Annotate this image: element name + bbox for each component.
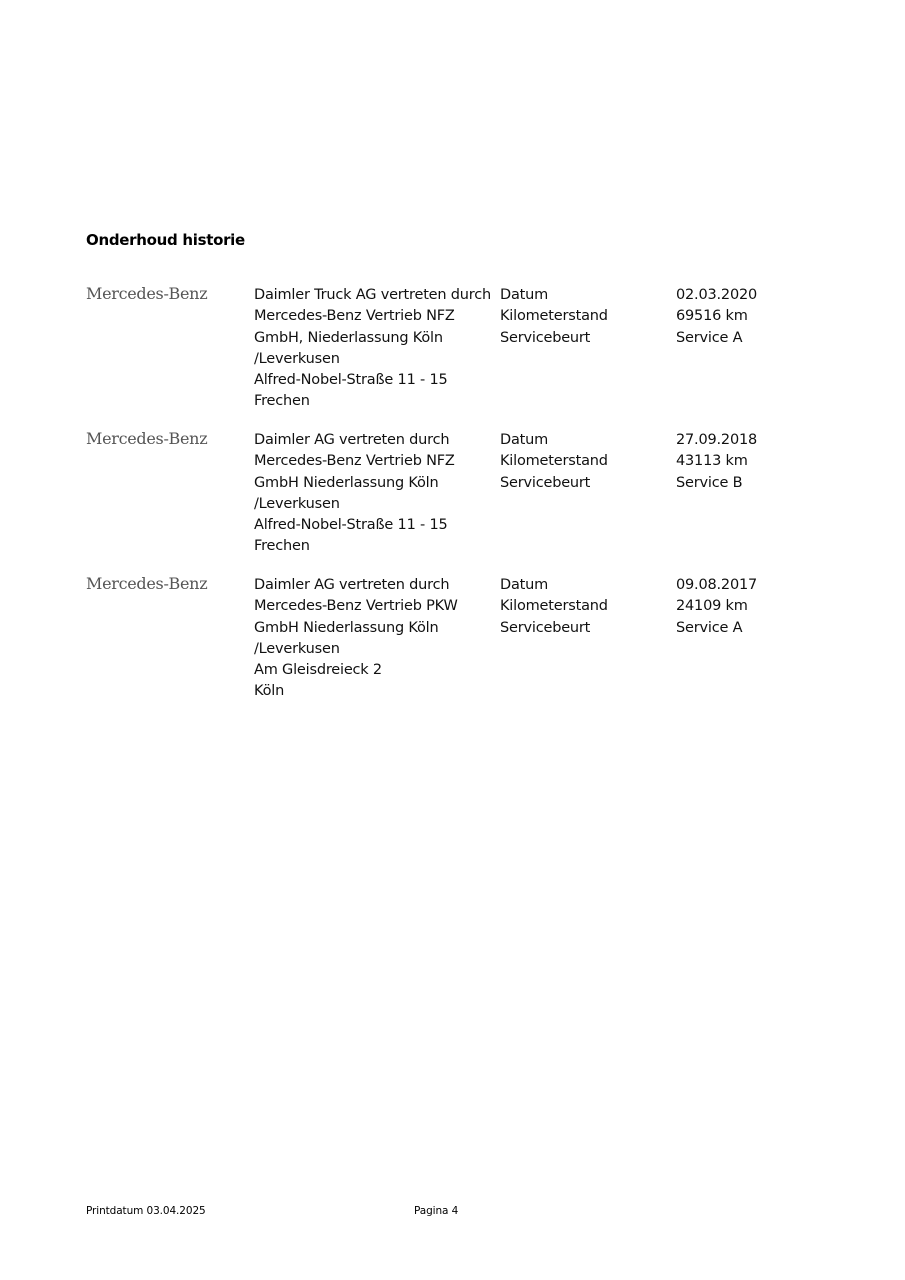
dealer-line: Köln <box>254 683 285 700</box>
value-date: 09.08.2017 <box>676 577 758 593</box>
value-date: 27.09.2018 <box>676 432 758 448</box>
value-mileage: 43113 km <box>676 453 748 470</box>
mercedes-benz-logo: Mercedes-Benz <box>86 574 208 593</box>
label-date: Datum <box>500 432 549 448</box>
value-service-type: Service A <box>676 329 743 346</box>
field-labels <box>500 430 670 494</box>
dealer-line: /Leverkusen <box>254 640 340 657</box>
label-mileage: Kilometerstand <box>500 308 608 325</box>
dealer-line: Am Gleisdreieck 2 <box>254 662 382 679</box>
dealer-line: GmbH Niederlassung Köln <box>254 619 439 636</box>
dealer-line: Frechen <box>254 538 310 555</box>
dealer-line: Daimler AG vertreten durch <box>254 432 450 448</box>
dealer-line: /Leverkusen <box>254 495 340 512</box>
mercedes-benz-logo: Mercedes-Benz <box>86 284 208 303</box>
label-service-type: Servicebeurt <box>500 474 591 491</box>
dealer-address <box>254 430 499 558</box>
dealer-line: Mercedes-Benz Vertrieb PKW <box>254 598 458 615</box>
mercedes-benz-logo: Mercedes-Benz <box>86 429 208 448</box>
label-mileage: Kilometerstand <box>500 453 608 470</box>
value-service-type: Service A <box>676 619 743 636</box>
dealer-line: Daimler Truck AG vertreten durch <box>254 287 492 303</box>
dealer-line: Alfred-Nobel-Straße 11 - 15 <box>254 517 448 534</box>
dealer-address <box>254 285 499 413</box>
service-entry <box>86 285 826 415</box>
dealer-line: Frechen <box>254 393 310 410</box>
print-date: Printdatum 03.04.2025 <box>86 1205 206 1217</box>
page-title: Onderhoud historie <box>86 231 245 249</box>
service-entry <box>86 575 826 705</box>
dealer-address <box>254 575 499 703</box>
field-values <box>676 575 816 639</box>
label-date: Datum <box>500 287 549 303</box>
dealer-line: /Leverkusen <box>254 350 340 367</box>
dealer-line: Alfred-Nobel-Straße 11 - 15 <box>254 372 448 389</box>
field-labels <box>500 285 670 349</box>
dealer-line: GmbH Niederlassung Köln <box>254 474 439 491</box>
label-service-type: Servicebeurt <box>500 329 591 346</box>
label-service-type: Servicebeurt <box>500 619 591 636</box>
dealer-line: Mercedes-Benz Vertrieb NFZ <box>254 453 455 470</box>
field-labels <box>500 575 670 639</box>
dealer-line: Mercedes-Benz Vertrieb NFZ <box>254 308 455 325</box>
field-values <box>676 285 816 349</box>
value-mileage: 24109 km <box>676 598 748 615</box>
dealer-line: GmbH, Niederlassung Köln <box>254 329 443 346</box>
value-date: 02.03.2020 <box>676 287 758 303</box>
dealer-line: Daimler AG vertreten durch <box>254 577 450 593</box>
value-mileage: 69516 km <box>676 308 748 325</box>
value-service-type: Service B <box>676 474 743 491</box>
service-entry <box>86 430 826 560</box>
field-values <box>676 430 816 494</box>
label-mileage: Kilometerstand <box>500 598 608 615</box>
label-date: Datum <box>500 577 549 593</box>
page-number: Pagina 4 <box>414 1205 459 1217</box>
